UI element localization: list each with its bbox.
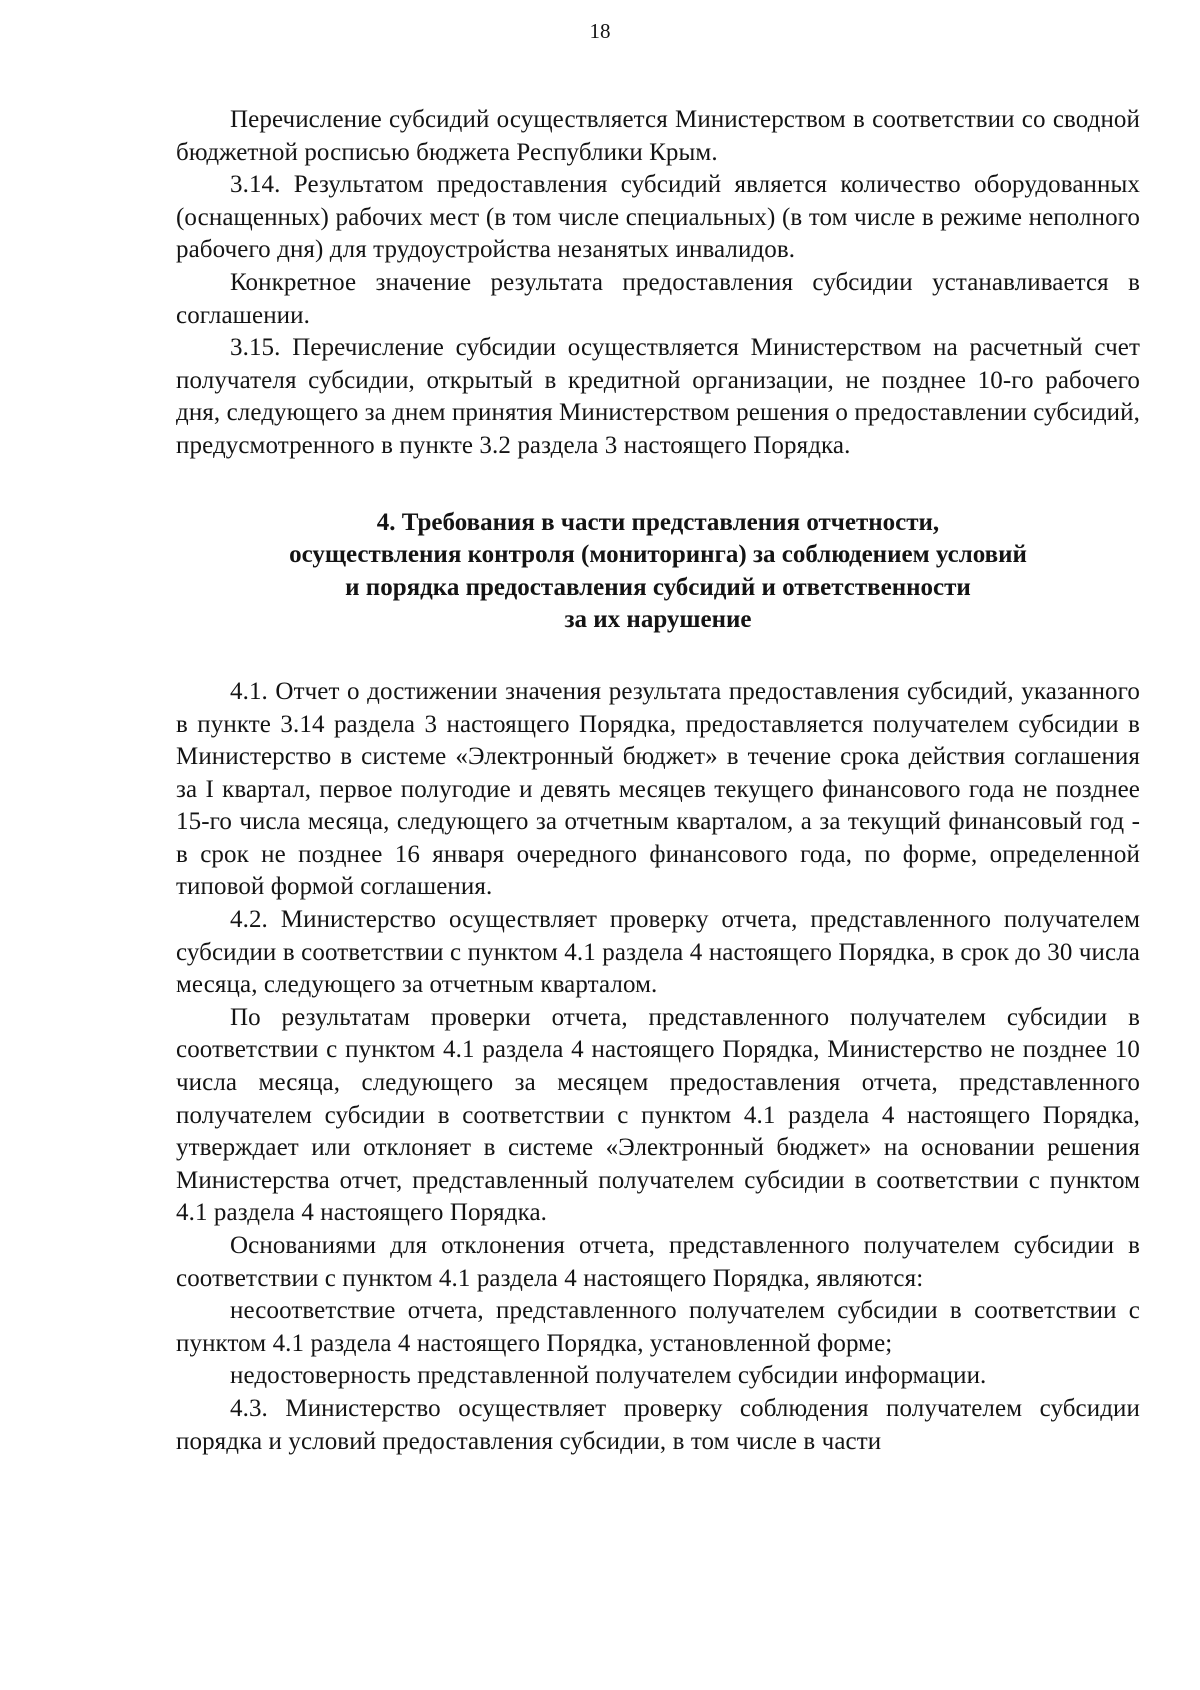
paragraph-4-3: 4.3. Министерство осуществляет проверку соблюдения получателем субсидии порядка и условий предоставления субсидии, в том числе в части [176,1394,1140,1455]
section-4-heading-line: 4. Требования в части представления отчетности, [376,508,940,536]
paragraph-rejection-unreliable-info: недостоверность представленной получателем субсидии информации. [230,1362,987,1390]
section-4-heading-line: за их нарушение [564,606,752,634]
paragraph-transfer-schedule: Перечисление субсидий осуществляется Министерством в соответствии со сводной бюджетной росписью бюджета Республики Крым. [176,106,1140,166]
paragraph-3-15: 3.15. Перечисление субсидии осуществляется Министерством на расчетный счет получателя субсидии, открытый в кредитной организации, не позднее 10-го рабочего дня, следующего за днем принятия Министерством решения о предоставлении субсидий, предусмотренного в пункте 3.2 раздела 3 настоящего Порядка. [176,334,1140,459]
paragraph-report-review: По результатам проверки отчета, представленного получателем субсидии в соответствии с пунктом 4.1 раздела 4 настоящего Порядка, Министерство не позднее 10 числа месяца, следующего за месяцем предоставления отчета, представленного получателем субсидии в соответствии с пунктом 4.1 раздела 4 настоящего Порядка, утверждает или отклоняет в системе «Электронный бюджет» на основании решения Министерства отчет, представленный получателем субсидии в соответствии с пунктом 4.1 раздела 4 настоящего Порядка. [176,1003,1140,1227]
paragraph-3-14: 3.14. Результатом предоставления субсидий является количество оборудованных (оснащенных) рабочих мест (в том числе специальных) (в том числе в режиме неполного рабочего дня) для трудоустройства незанятых инвалидов. [176,171,1140,264]
paragraph-rejection-grounds: Основаниями для отклонения отчета, представленного получателем субсидии в соответствии с пунктом 4.1 раздела 4 настоящего Порядка, являются: [176,1232,1140,1292]
section-4-heading-line: осуществления контроля (мониторинга) за соблюдением условий [289,541,1027,569]
section-4-heading-line: и порядка предоставления субсидий и ответственности [345,573,971,601]
paragraph-4-2: 4.2. Министерство осуществляет проверку отчета, представленного получателем субсидии в соответствии с пунктом 4.1 раздела 4 настоящего Порядка, в срок до 30 числа месяца, следующего за отчетным кварталом. [176,906,1140,999]
section-4-heading [176,507,1140,637]
paragraph-4-1: 4.1. Отчет о достижении значения результата предоставления субсидий, указанного в пункте 3.14 раздела 3 настоящего Порядка, предоставляется получателем субсидии в Министерство в системе «Электронный бюджет» в течение срока действия соглашения за I квартал, первое полугодие и девять месяцев текущего финансового года не позднее 15-го числа месяца, следующего за отчетным кварталом, а за текущий финансовый год - в срок не позднее 16 января очередного финансового года, по форме, определенной типовой формой соглашения. [176,677,1140,901]
document-body [176,104,1140,1458]
paragraph-result-value: Конкретное значение результата предоставления субсидии устанавливается в соглашении. [176,268,1140,329]
paragraph-rejection-form-mismatch: несоответствие отчета, представленного получателем субсидии в соответствии с пунктом 4.1 раздела 4 настоящего Порядка, установленной форме; [176,1297,1140,1357]
page-number: 18 [589,19,611,43]
